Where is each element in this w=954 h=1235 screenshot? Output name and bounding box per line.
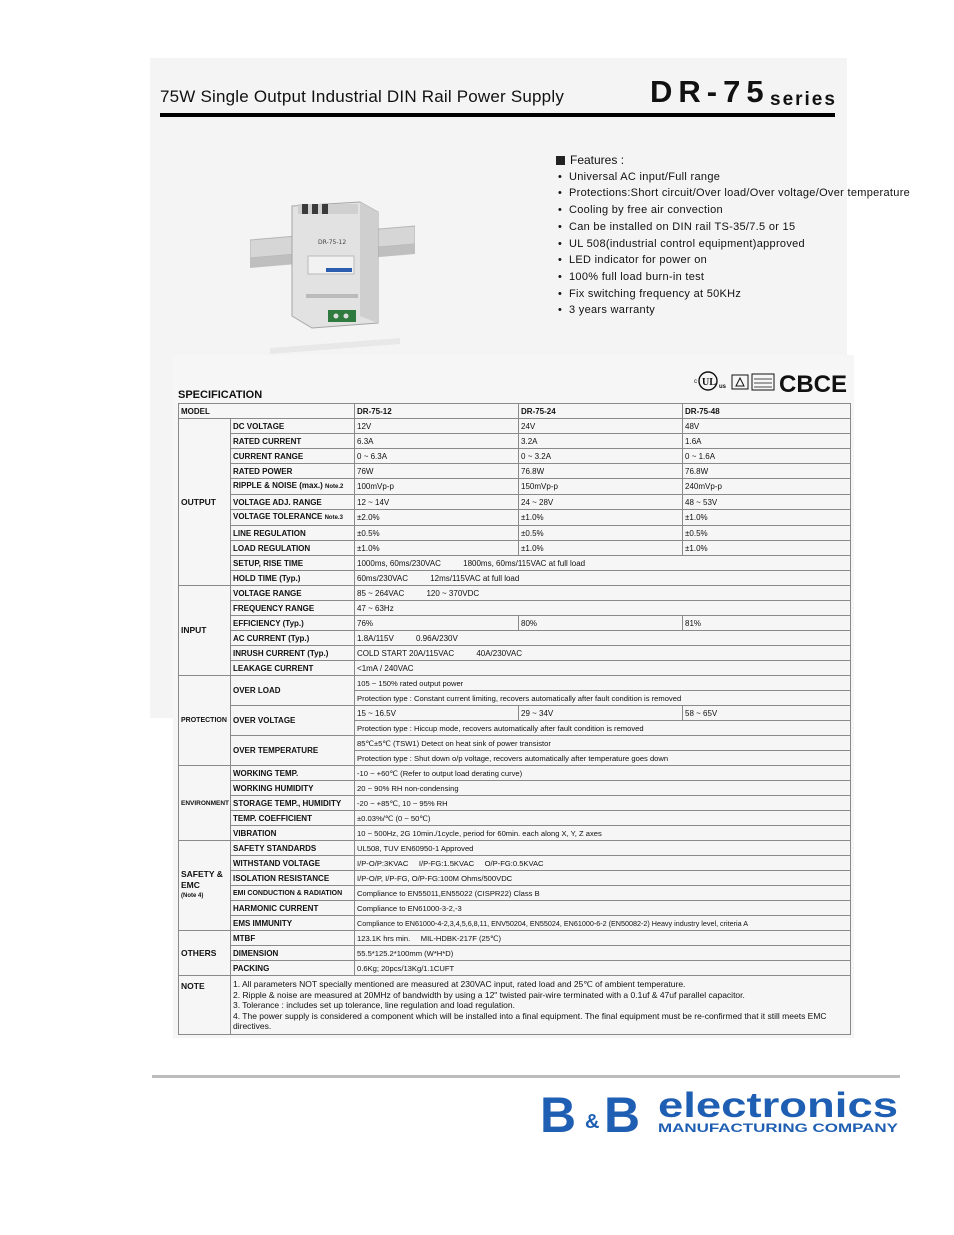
spec-value: 29 ~ 34V — [519, 706, 683, 721]
model-row — [179, 404, 851, 419]
logo-amp: & — [585, 1111, 600, 1133]
table-row — [179, 510, 851, 526]
table-row — [179, 571, 851, 586]
spec-item: INRUSH CURRENT (Typ.) — [231, 646, 355, 661]
logo-b1: B — [540, 1087, 577, 1136]
spec-value: 10 ~ 500Hz, 2G 10min./1cycle, period for 60min. each along X, Y, Z axes — [355, 826, 851, 841]
note-line: 2. Ripple & noise are measured at 20MHz of bandwidth by using a 12" twisted pair-wire terminated with a 0.1uf & 47uf parallel capacitor. — [233, 989, 745, 1000]
spec-value: 76.8W — [683, 464, 851, 479]
table-row — [179, 449, 851, 464]
spec-value: 58 ~ 65V — [683, 706, 851, 721]
spec-value: 15 ~ 16.5V — [355, 706, 519, 721]
spec-table — [178, 403, 851, 1035]
spec-value: 48 ~ 53V — [683, 495, 851, 510]
series-word: series — [770, 89, 837, 110]
table-row — [179, 961, 851, 976]
logo-sub: MANUFACTURING COMPANY — [658, 1123, 899, 1135]
model-cell: DR-75-48 — [683, 404, 851, 419]
table-row — [179, 871, 851, 886]
table-row — [179, 526, 851, 541]
spec-value: 20 ~ 90% RH non-condensing — [355, 781, 851, 796]
group-protection: PROTECTION — [179, 676, 231, 766]
table-row — [179, 706, 851, 721]
model-cell: DR-75-12 — [355, 404, 519, 419]
table-row — [179, 946, 851, 961]
note-ref: Note.3 — [324, 515, 343, 521]
spec-item: TEMP. COEFFICIENT — [231, 811, 355, 826]
spec-value: 81% — [683, 616, 851, 631]
spec-value: ±1.0% — [683, 541, 851, 556]
notes-cell — [231, 976, 851, 1035]
spec-title: SPECIFICATION — [178, 389, 263, 401]
model-label: MODEL — [179, 404, 355, 419]
spec-item: SETUP, RISE TIME — [231, 556, 355, 571]
spec-item: ISOLATION RESISTANCE — [231, 871, 355, 886]
spec-value: I/P-O/P:3KVAC I/P-FG:1.5KVAC O/P-FG:0.5KVAC — [355, 856, 851, 871]
spec-value: 1.6A — [683, 434, 851, 449]
series-model: DR-75 — [650, 74, 770, 109]
spec-value: 76.8W — [519, 464, 683, 479]
spec-value: 150mVp-p — [519, 479, 683, 495]
group-safety-emc — [179, 841, 231, 931]
table-row — [179, 556, 851, 571]
svg-text:c: c — [694, 379, 697, 385]
svg-text:UL: UL — [702, 377, 716, 388]
spec-value: 6.3A — [355, 434, 519, 449]
table-row — [179, 661, 851, 676]
group-input: INPUT — [179, 586, 231, 676]
group-output: OUTPUT — [179, 419, 231, 586]
table-row — [179, 841, 851, 856]
spec-item: WITHSTAND VOLTAGE — [231, 856, 355, 871]
note-line: 1. All parameters NOT specially mentioned are measured at 230VAC input, rated load and 25℃ of ambient temperature. — [233, 979, 686, 989]
tuv-mark-icon — [732, 375, 748, 389]
spec-item: VIBRATION — [231, 826, 355, 841]
spec-value: 0 ~ 3.2A — [519, 449, 683, 464]
table-row — [179, 796, 851, 811]
spec-value: ±1.0% — [519, 510, 683, 526]
spec-item: DC VOLTAGE — [231, 419, 355, 434]
model-cell: DR-75-24 — [519, 404, 683, 419]
table-row — [179, 931, 851, 946]
spec-item: SAFETY STANDARDS — [231, 841, 355, 856]
spec-item: LINE REGULATION — [231, 526, 355, 541]
table-row — [179, 826, 851, 841]
spec-item: STORAGE TEMP., HUMIDITY — [231, 796, 355, 811]
square-bullet-icon — [556, 156, 565, 165]
spec-value: <1mA / 240VAC — [355, 661, 851, 676]
spec-item: VOLTAGE RANGE — [231, 586, 355, 601]
feature-item: • 3 years warranty — [556, 302, 936, 319]
spec-value: Compliance to EN61000-3-2,-3 — [355, 901, 851, 916]
table-row — [179, 676, 851, 691]
spec-item: DIMENSION — [231, 946, 355, 961]
spec-value: 0 ~ 1.6A — [683, 449, 851, 464]
header-rule — [160, 113, 835, 117]
spec-item: PACKING — [231, 961, 355, 976]
note-line: 3. Tolerance : includes set up tolerance, line regulation and load regulation. — [233, 1000, 515, 1010]
group-safety: SAFETY & — [181, 869, 223, 879]
spec-value: ±1.0% — [519, 541, 683, 556]
group-environment: ENVIRONMENT — [179, 766, 231, 841]
page-title: 75W Single Output Industrial DIN Rail Power Supply — [160, 87, 565, 106]
features-title: Features : — [556, 152, 936, 169]
table-row — [179, 976, 851, 1035]
note-line: 4. The power supply is considered a component which will be installed into a final equipment. The final equipment must be re-confirmed that it still meets EMC directives. — [233, 1010, 827, 1031]
group-emc-note: (Note 4) — [181, 893, 204, 899]
table-row — [179, 631, 851, 646]
spec-value: 60ms/230VAC 12ms/115VAC at full load — [355, 571, 851, 586]
spec-value: Compliance to EN61000-4-2,3,4,5,6,8,11, ENV50204, EN55024, EN61000-6-2 (EN50082-2) Heavy industry level, criteria A — [355, 916, 851, 931]
group-emc: EMC — [181, 880, 200, 890]
spec-value: Protection type : Shut down o/p voltage, recovers automatically after temperature goes down — [355, 751, 851, 766]
spec-value: ±0.5% — [519, 526, 683, 541]
approval-mark-icon — [752, 374, 774, 390]
spec-value: 105 ~ 150% rated output power — [355, 676, 851, 691]
feature-item: • 100% full load burn-in test — [556, 269, 936, 286]
spec-value: 0.6Kg; 20pcs/13Kg/1.1CUFT — [355, 961, 851, 976]
feature-item: • Protections:Short circuit/Over load/Over voltage/Over temperature — [556, 185, 936, 202]
table-row — [179, 811, 851, 826]
spec-value: COLD START 20A/115VAC 40A/230VAC — [355, 646, 851, 661]
spec-value: I/P-O/P, I/P-FG, O/P-FG:100M Ohms/500VDC — [355, 871, 851, 886]
spec-value: -10 ~ +60℃ (Refer to output load derating curve) — [355, 766, 851, 781]
group-others: OTHERS — [179, 931, 231, 976]
spec-value: ±1.0% — [355, 541, 519, 556]
feature-item: • UL 508(industrial control equipment)approved — [556, 236, 936, 253]
spec-value: Compliance to EN55011,EN55022 (CISPR22) Class B — [355, 886, 851, 901]
table-row — [179, 495, 851, 510]
spec-item: WORKING TEMP. — [231, 766, 355, 781]
feature-item: • Cooling by free air convection — [556, 202, 936, 219]
group-note: NOTE — [179, 976, 231, 1035]
certification-marks — [692, 369, 852, 395]
spec-value: 1000ms, 60ms/230VAC 1800ms, 60ms/115VAC at full load — [355, 556, 851, 571]
table-row — [179, 781, 851, 796]
table-row — [179, 736, 851, 751]
spec-value: 1.8A/115V 0.96A/230V — [355, 631, 851, 646]
spec-value: ±0.5% — [683, 526, 851, 541]
table-row — [179, 479, 851, 495]
feature-item: • LED indicator for power on — [556, 252, 936, 269]
table-row — [179, 916, 851, 931]
spec-value: 48V — [683, 419, 851, 434]
spec-value: 12 ~ 14V — [355, 495, 519, 510]
spec-item: EFFICIENCY (Typ.) — [231, 616, 355, 631]
table-row — [179, 464, 851, 479]
spec-value: 24V — [519, 419, 683, 434]
spec-value: 85℃±5℃ (TSW1) Detect on heat sink of power transistor — [355, 736, 851, 751]
note-ref: Note.2 — [325, 484, 344, 490]
table-row — [179, 856, 851, 871]
table-row — [179, 601, 851, 616]
logo-b2: B — [604, 1087, 641, 1136]
features-list — [556, 152, 936, 319]
spec-item: OVER TEMPERATURE — [231, 736, 355, 766]
spec-value: 80% — [519, 616, 683, 631]
table-row — [179, 541, 851, 556]
table-row — [179, 901, 851, 916]
ul-mark-icon — [694, 372, 727, 390]
spec-item: LOAD REGULATION — [231, 541, 355, 556]
spec-item: RATED POWER — [231, 464, 355, 479]
product-image — [250, 198, 415, 358]
spec-item: MTBF — [231, 931, 355, 946]
spec-item: CURRENT RANGE — [231, 449, 355, 464]
svg-text:us: us — [719, 384, 727, 390]
spec-item: LEAKAGE CURRENT — [231, 661, 355, 676]
spec-item: HARMONIC CURRENT — [231, 901, 355, 916]
spec-value: Protection type : Constant current limiting, recovers automatically after fault condition is removed — [355, 691, 851, 706]
logo-word: electronics — [658, 1086, 898, 1125]
spec-value: 0 ~ 6.3A — [355, 449, 519, 464]
spec-item: EMI CONDUCTION & RADIATION — [231, 886, 355, 901]
footer-rule — [152, 1075, 900, 1078]
spec-item: FREQUENCY RANGE — [231, 601, 355, 616]
spec-value: 123.1K hrs min. MIL-HDBK-217F (25℃) — [355, 931, 851, 946]
spec-value: 12V — [355, 419, 519, 434]
product-label: DR-75-12 — [318, 239, 347, 246]
spec-value: Protection type : Hiccup mode, recovers automatically after fault condition is removed — [355, 721, 851, 736]
table-row — [179, 434, 851, 449]
spec-value: 55.5*125.2*100mm (W*H*D) — [355, 946, 851, 961]
spec-value: 240mVp-p — [683, 479, 851, 495]
spec-value: 76% — [355, 616, 519, 631]
spec-value: 76W — [355, 464, 519, 479]
spec-item: RIPPLE & NOISE (max.) Note.2 — [231, 479, 355, 495]
spec-item: EMS IMMUNITY — [231, 916, 355, 931]
spec-value: UL508, TUV EN60950-1 Approved — [355, 841, 851, 856]
spec-value: -20 ~ +85℃, 10 ~ 95% RH — [355, 796, 851, 811]
spec-value: 24 ~ 28V — [519, 495, 683, 510]
spec-item: WORKING HUMIDITY — [231, 781, 355, 796]
spec-value: ±0.5% — [355, 526, 519, 541]
spec-item: RATED CURRENT — [231, 434, 355, 449]
table-row — [179, 766, 851, 781]
spec-item: HOLD TIME (Typ.) — [231, 571, 355, 586]
spec-value: ±1.0% — [683, 510, 851, 526]
spec-item: VOLTAGE TOLERANCE Note.3 — [231, 510, 355, 526]
feature-item: • Universal AC input/Full range — [556, 169, 936, 186]
spec-value: ±2.0% — [355, 510, 519, 526]
spec-value: 85 ~ 264VAC 120 ~ 370VDC — [355, 586, 851, 601]
table-row — [179, 586, 851, 601]
table-row — [179, 419, 851, 434]
feature-item: • Fix switching frequency at 50KHz — [556, 286, 936, 303]
company-logo — [540, 1086, 900, 1136]
table-row — [179, 646, 851, 661]
spec-value: 100mVp-p — [355, 479, 519, 495]
spec-item: VOLTAGE ADJ. RANGE — [231, 495, 355, 510]
spec-value: 47 ~ 63Hz — [355, 601, 851, 616]
table-row — [179, 886, 851, 901]
cb-ce-mark: CBCE — [779, 371, 848, 395]
spec-item: AC CURRENT (Typ.) — [231, 631, 355, 646]
spec-value: ±0.03%/℃ (0 ~ 50℃) — [355, 811, 851, 826]
spec-value: 3.2A — [519, 434, 683, 449]
spec-item: OVER VOLTAGE — [231, 706, 355, 736]
feature-item: • Can be installed on DIN rail TS-35/7.5 or 15 — [556, 219, 936, 236]
table-row — [179, 616, 851, 631]
spec-item: OVER LOAD — [231, 676, 355, 706]
